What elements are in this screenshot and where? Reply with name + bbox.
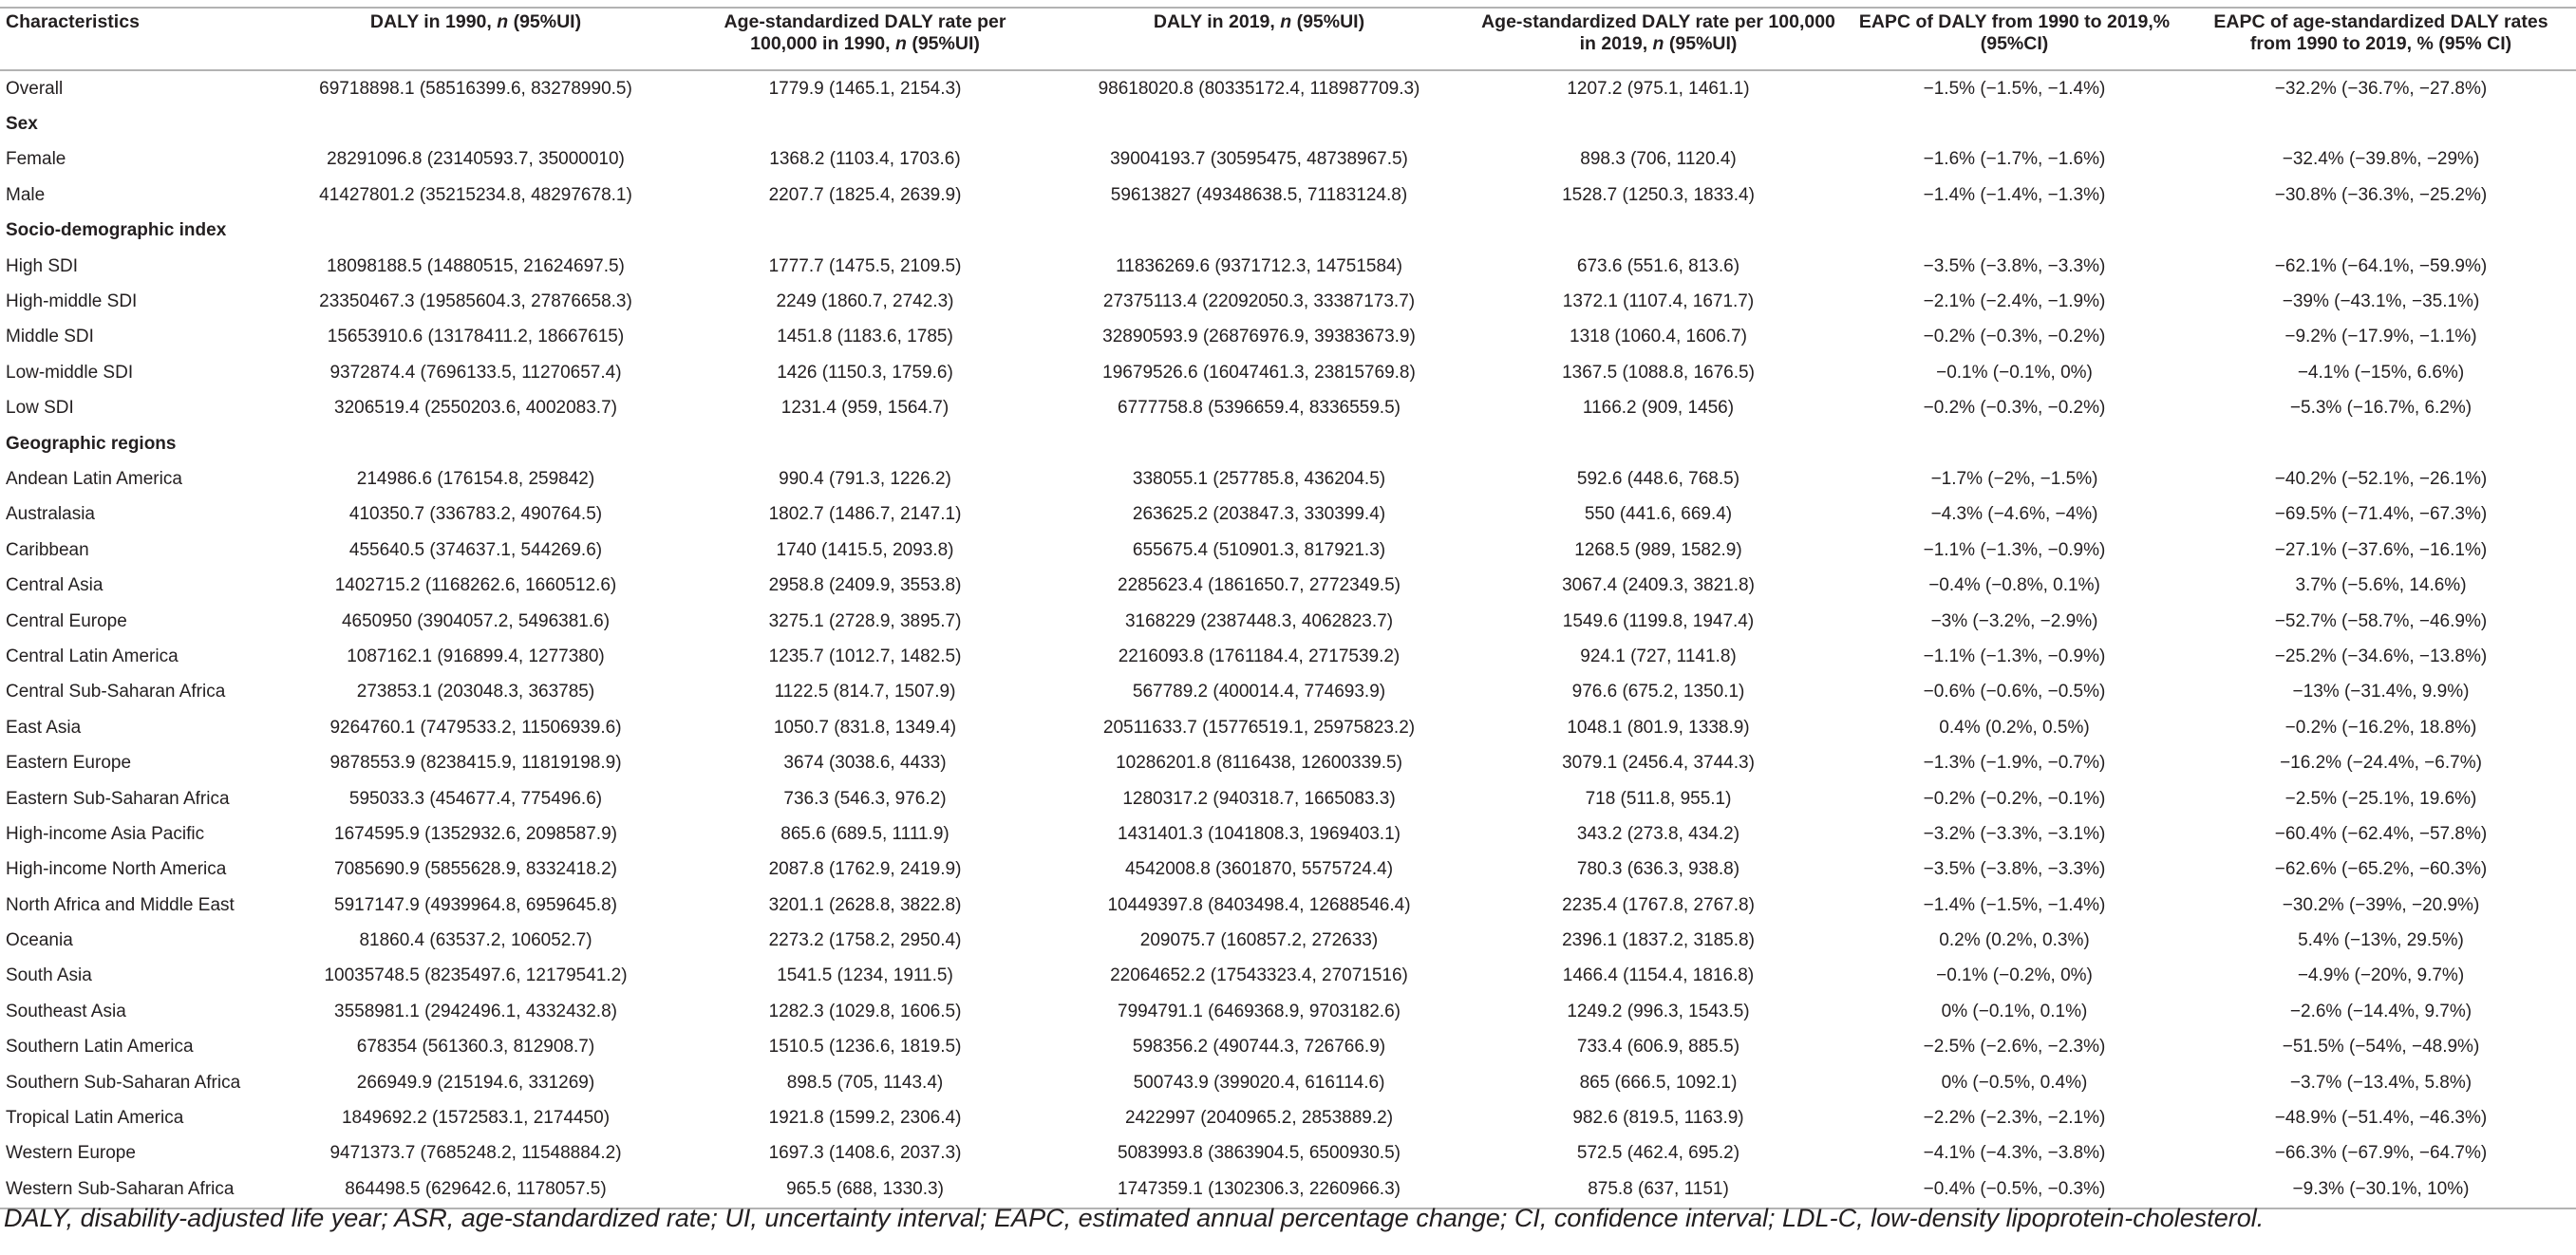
cell-asr1990: 965.5 (688, 1330.3)	[686, 1171, 1044, 1208]
table-row	[0, 178, 2576, 213]
cell-asr2019: 1048.1 (801.9, 1338.9)	[1567, 717, 1750, 738]
cell-asr1990: 2273.2 (1758.2, 2950.4)	[768, 930, 962, 951]
cell-daly1990: 410350.7 (336783.2, 490764.5)	[348, 504, 603, 525]
cell-asr2019: 924.1 (727, 1141.8)	[1580, 646, 1737, 666]
cell-eapc-daly: −0.4% (−0.5%, −0.3%)	[1843, 1171, 2186, 1208]
cell-eapc-daly: −1.1% (−1.3%, −0.9%)	[1923, 646, 2106, 666]
cell-asr1990: 1451.8 (1183.6, 1785)	[777, 327, 953, 347]
cell-daly2019: 10286201.8 (8116438, 12600339.5)	[1116, 753, 1402, 774]
cell-eapc-asr: −30.2% (−39%, −20.9%)	[2282, 894, 2480, 915]
header-row	[0, 8, 2576, 70]
cell-daly1990: 1849692.2 (1572583.1, 2174450)	[341, 1108, 611, 1129]
cell-eapc-asr: −2.5% (−25.1%, 19.6%)	[2285, 788, 2477, 809]
cell-eapc-asr: −32.4% (−39.8%, −29%)	[2282, 149, 2480, 170]
cell-daly1990: 7085690.9 (5855628.9, 8332418.2)	[334, 859, 617, 880]
cell-asr1990: 865.6 (689.5, 1111.9)	[780, 823, 950, 844]
cell-eapc-daly: −1.7% (−2%, −1.5%)	[1930, 468, 2098, 489]
cell-asr1990: 1235.7 (1012.7, 1482.5)	[768, 646, 962, 666]
section-header-row	[0, 214, 2576, 249]
cell-eapc-asr: −27.1% (−37.6%, −16.1%)	[2274, 539, 2488, 560]
cell-daly2019: 209075.7 (160857.2, 272633)	[1139, 930, 1379, 951]
cell-asr2019: 1318 (1060.4, 1606.7)	[1570, 327, 1747, 347]
cell-eapc-asr: −30.8% (−36.3%, −25.2%)	[2274, 184, 2488, 205]
cell-daly2019: 39004193.7 (30595475, 48738967.5)	[1110, 149, 1408, 170]
cell-label: High SDI	[6, 255, 79, 276]
cell-asr2019: 1249.2 (996.3, 1543.5)	[1567, 1001, 1750, 1021]
cell-eapc-daly: −0.1% (−0.1%, 0%)	[1936, 362, 2093, 383]
cell-eapc-daly: −1.3% (−1.9%, −0.7%)	[1923, 753, 2106, 774]
cell-daly2019: 2216093.8 (1761184.4, 2717539.2)	[1118, 646, 1401, 666]
cell-eapc-daly: −2.2% (−2.3%, −2.1%)	[1923, 1108, 2106, 1129]
cell-daly1990: 3206519.4 (2550203.6, 4002083.7)	[334, 398, 617, 419]
cell-label: Tropical Latin America	[6, 1108, 184, 1129]
section-header-row	[0, 426, 2576, 461]
cell-daly1990: 10035748.5 (8235497.6, 12179541.2)	[324, 965, 628, 986]
cell-eapc-daly: −0.1% (−0.2%, 0%)	[1936, 965, 2093, 986]
cell-asr1990: 1282.3 (1029.8, 1606.5)	[768, 1001, 962, 1021]
cell-asr1990: 3674 (3038.6, 4433)	[783, 753, 947, 774]
table-row	[0, 355, 2576, 390]
cell-daly1990: 3558981.1 (2942496.1, 4332432.8)	[334, 1001, 617, 1021]
cell-eapc-asr: −40.2% (−52.1%, −26.1%)	[2274, 468, 2488, 489]
cell-asr2019: 1372.1 (1107.4, 1671.7)	[1562, 291, 1755, 312]
cell-daly1990: 28291096.8 (23140593.7, 35000010)	[327, 149, 625, 170]
table-body	[0, 70, 2576, 1208]
cell-label: Female	[6, 149, 66, 170]
cell-label: Eastern Sub-Saharan Africa	[6, 788, 230, 809]
header-characteristics: Characteristics	[0, 8, 266, 70]
cell-daly2019: 655675.4 (510901.3, 817921.3)	[1132, 539, 1386, 560]
cell-asr2019: 550 (441.6, 669.4)	[1584, 504, 1733, 525]
cell-eapc-asr: −5.3% (−16.7%, 6.2%)	[2289, 398, 2473, 419]
table-row	[0, 923, 2576, 958]
table-row	[0, 745, 2576, 780]
cell-eapc-daly: 0% (−0.1%, 0.1%)	[1941, 1001, 2088, 1021]
section-header-row	[0, 106, 2576, 141]
table-row	[0, 249, 2576, 284]
cell-asr1990: 1231.4 (959, 1564.7)	[780, 398, 950, 419]
daly-table	[0, 7, 2576, 1209]
table-row	[0, 710, 2576, 745]
cell-asr1990: 1510.5 (1236.6, 1819.5)	[768, 1037, 962, 1058]
section-title: Geographic regions	[6, 433, 177, 454]
cell-eapc-daly: −3.5% (−3.8%, −3.3%)	[1923, 255, 2106, 276]
cell-daly2019: 98618020.8 (80335172.4, 118987709.3)	[1098, 78, 1420, 99]
cell-daly2019: 6777758.8 (5396659.4, 8336559.5)	[1118, 398, 1401, 419]
cell-asr2019: 343.2 (273.8, 434.2)	[1576, 823, 1740, 844]
cell-asr1990: 1426 (1150.3, 1759.6)	[777, 362, 953, 383]
cell-daly2019: 1280317.2 (940318.7, 1665083.3)	[1122, 788, 1396, 809]
cell-asr2019: 982.6 (819.5, 1163.9)	[1572, 1108, 1744, 1129]
cell-eapc-asr: −0.2% (−16.2%, 18.8%)	[2285, 717, 2477, 738]
cell-daly1990: 41427801.2 (35215234.8, 48297678.1)	[319, 184, 632, 205]
cell-label: Eastern Europe	[6, 753, 132, 774]
section-title: Socio-demographic index	[6, 220, 227, 241]
header-eapc-daly: EAPC of DALY from 1990 to 2019,% (95%CI)	[1843, 8, 2186, 70]
cell-eapc-asr: −48.9% (−51.4%, −46.3%)	[2274, 1108, 2488, 1129]
cell-asr1990: 3275.1 (2728.9, 3895.7)	[768, 610, 962, 631]
cell-asr2019: 1528.7 (1250.3, 1833.4)	[1562, 184, 1755, 205]
cell-daly1990: 9264760.1 (7479533.2, 11506939.6)	[329, 717, 622, 738]
cell-label: Caribbean	[6, 539, 89, 560]
cell-eapc-daly: −2.1% (−2.4%, −1.9%)	[1923, 291, 2106, 312]
cell-label: High-income North America	[6, 859, 227, 880]
cell-daly1990: 18098188.5 (14880515, 21624697.5)	[327, 255, 625, 276]
cell-eapc-asr: −69.5% (−71.4%, −67.3%)	[2274, 504, 2488, 525]
cell-daly1990: 81860.4 (63537.2, 106052.7)	[359, 930, 592, 951]
cell-eapc-asr: −51.5% (−54%, −48.9%)	[2282, 1037, 2480, 1058]
cell-daly2019: 500743.9 (399020.4, 616114.6)	[1133, 1072, 1385, 1093]
cell-daly2019: 19679526.6 (16047461.3, 23815769.8)	[1102, 362, 1416, 383]
cell-asr2019: 898.3 (706, 1120.4)	[1580, 149, 1737, 170]
cell-asr2019: 1166.2 (909, 1456)	[1582, 398, 1735, 419]
cell-eapc-asr: −60.4% (−62.4%, −57.8%)	[2274, 823, 2488, 844]
table-row	[0, 675, 2576, 710]
cell-eapc-asr: −25.2% (−34.6%, −13.8%)	[2274, 646, 2488, 666]
cell-eapc-asr: −9.3% (−30.1%, 10%)	[2186, 1171, 2576, 1208]
table-row	[0, 604, 2576, 639]
cell-label: Central Europe	[6, 610, 127, 631]
header-daly-1990: DALY in 1990, n (95%UI)	[266, 8, 686, 70]
cell-eapc-asr: −9.2% (−17.9%, −1.1%)	[2285, 327, 2477, 347]
cell-label: High-middle SDI	[6, 291, 138, 312]
table-row	[0, 1100, 2576, 1135]
header-asr-2019: Age-standardized DALY rate per 100,000 in 2019, n (95%UI)	[1474, 8, 1843, 70]
cell-daly2019: 5083993.8 (3863904.5, 6500930.5)	[1118, 1143, 1401, 1164]
cell-asr2019: 2235.4 (1767.8, 2767.8)	[1562, 894, 1755, 915]
cell-daly1990: 15653910.6 (13178411.2, 18667615)	[327, 327, 625, 347]
table-row	[0, 461, 2576, 496]
cell-label: Southern Sub-Saharan Africa	[6, 1072, 241, 1093]
cell-eapc-daly: −1.6% (−1.7%, −1.6%)	[1923, 149, 2106, 170]
cell-asr2019: 3079.1 (2456.4, 3744.3)	[1562, 753, 1755, 774]
cell-eapc-daly: −0.6% (−0.6%, −0.5%)	[1923, 682, 2106, 702]
cell-asr2019: 1268.5 (989, 1582.9)	[1574, 539, 1742, 560]
cell-asr2019: 1549.6 (1199.8, 1947.4)	[1562, 610, 1755, 631]
table-row	[0, 1171, 2576, 1208]
cell-daly1990: 9471373.7 (7685248.2, 11548884.2)	[329, 1143, 622, 1164]
cell-label: Andean Latin America	[6, 468, 182, 489]
cell-label: East Asia	[6, 717, 82, 738]
cell-daly2019: 4542008.8 (3601870, 5575724.4)	[1124, 859, 1394, 880]
table-footnote: DALY, disability-adjusted life year; ASR, age-standardized rate; UI, uncertainty interval; EAPC, estimated annual percentage change; CI, confidence interval; LDL-C, low-density lipoprotein-cholesterol.	[4, 1204, 2265, 1232]
cell-asr1990: 1802.7 (1486.7, 2147.1)	[768, 504, 962, 525]
cell-label: Low-middle SDI	[6, 362, 134, 383]
cell-label: Oceania	[6, 930, 73, 951]
cell-asr2019: 718 (511.8, 955.1)	[1585, 788, 1732, 809]
cell-label: Southeast Asia	[6, 1001, 126, 1021]
cell-daly2019: 27375113.4 (22092050.3, 33387173.7)	[1102, 291, 1416, 312]
table-row	[0, 1065, 2576, 1100]
cell-asr1990: 2087.8 (1762.9, 2419.9)	[768, 859, 962, 880]
cell-daly1990: 69718898.1 (58516399.6, 83278990.5)	[319, 78, 632, 99]
cell-eapc-asr: −4.9% (−20%, 9.7%)	[2297, 965, 2465, 986]
table-row	[0, 781, 2576, 816]
cell-daly2019: 11836269.6 (9371712.3, 14751584)	[1116, 255, 1402, 276]
cell-asr1990: 1697.3 (1408.6, 2037.3)	[768, 1143, 962, 1164]
cell-asr2019: 865 (666.5, 1092.1)	[1579, 1072, 1738, 1093]
cell-asr1990: 2207.7 (1825.4, 2639.9)	[768, 184, 962, 205]
table-row	[0, 852, 2576, 888]
cell-eapc-asr: −52.7% (−58.7%, −46.9%)	[2274, 610, 2488, 631]
cell-daly1990: 266949.9 (215194.6, 331269)	[356, 1072, 595, 1093]
cell-asr2019: 572.5 (462.4, 695.2)	[1576, 1143, 1740, 1164]
table-row	[0, 497, 2576, 533]
cell-daly1990: 9878553.9 (8238415.9, 11819198.9)	[329, 753, 622, 774]
cell-daly2019: 2422997 (2040965.2, 2853889.2)	[1124, 1108, 1394, 1129]
cell-eapc-daly: −3.2% (−3.3%, −3.1%)	[1923, 823, 2106, 844]
cell-asr2019: 1367.5 (1088.8, 1676.5)	[1562, 362, 1755, 383]
cell-eapc-daly: −2.5% (−2.6%, −2.3%)	[1923, 1037, 2106, 1058]
cell-eapc-asr: −3.7% (−13.4%, 5.8%)	[2289, 1072, 2473, 1093]
table-row	[0, 568, 2576, 603]
cell-eapc-daly: −0.2% (−0.3%, −0.2%)	[1923, 327, 2106, 347]
cell-label: South Asia	[6, 965, 92, 986]
cell-daly1990: 1402715.2 (1168262.6, 1660512.6)	[334, 575, 617, 596]
table-row	[0, 888, 2576, 923]
cell-daly2019: 263625.2 (203847.3, 330399.4)	[1132, 504, 1386, 525]
cell-eapc-asr: −16.2% (−24.4%, −6.7%)	[2280, 753, 2482, 774]
cell-daly1990: 214986.6 (176154.8, 259842)	[356, 468, 595, 489]
cell-asr2019: 673.6 (551.6, 813.6)	[1576, 255, 1740, 276]
table-row	[0, 994, 2576, 1029]
cell-asr1990: 1122.5 (814.7, 1507.9)	[774, 682, 956, 702]
cell-daly1990: 9372874.4 (7696133.5, 11270657.4)	[329, 362, 622, 383]
cell-daly1990: 5917147.9 (4939964.8, 6959645.8)	[334, 894, 617, 915]
cell-eapc-asr: 3.7% (−5.6%, 14.6%)	[2295, 575, 2467, 596]
cell-eapc-asr: −32.2% (−36.7%, −27.8%)	[2274, 78, 2488, 99]
cell-label: Middle SDI	[6, 327, 94, 347]
cell-asr1990: 1541.5 (1234, 1911.5)	[777, 965, 953, 986]
header-eapc-asr: EAPC of age-standardized DALY rates from 1990 to 2019, % (95% CI)	[2186, 8, 2576, 70]
cell-asr1990: 736.3 (546.3, 976.2)	[783, 788, 947, 809]
cell-asr1990: 1740 (1415.5, 2093.8)	[776, 539, 954, 560]
table-row	[0, 1030, 2576, 1065]
cell-daly2019: 10449397.8 (8403498.4, 12688546.4)	[1107, 894, 1411, 915]
cell-daly2019: 2285623.4 (1861650.7, 2772349.5)	[1118, 575, 1401, 596]
cell-asr1990: 1050.7 (831.8, 1349.4)	[773, 717, 957, 738]
cell-asr2019: 2396.1 (1837.2, 3185.8)	[1562, 930, 1755, 951]
table-row	[0, 70, 2576, 106]
cell-daly2019: 59613827 (49348638.5, 71183124.8)	[1110, 184, 1408, 205]
cell-daly1990: 23350467.3 (19585604.3, 27876658.3)	[319, 291, 632, 312]
cell-daly1990: 273853.1 (203048.3, 363785)	[356, 682, 595, 702]
cell-daly2019: 20511633.7 (15776519.1, 25975823.2)	[1102, 717, 1416, 738]
cell-daly1990: 1087162.1 (916899.4, 1277380)	[347, 646, 605, 666]
cell-label: North Africa and Middle East	[6, 894, 235, 915]
cell-asr2019: 1207.2 (975.1, 1461.1)	[1567, 78, 1750, 99]
cell-eapc-asr: −62.6% (−65.2%, −60.3%)	[2274, 859, 2488, 880]
cell-eapc-asr: −39% (−43.1%, −35.1%)	[2282, 291, 2480, 312]
header-asr-1990: Age-standardized DALY rate per 100,000 in 1990, n (95%UI)	[686, 8, 1044, 70]
cell-daly2019: 598356.2 (490744.3, 726766.9)	[1132, 1037, 1386, 1058]
cell-eapc-daly: −1.4% (−1.5%, −1.4%)	[1923, 894, 2106, 915]
cell-eapc-asr: −4.1% (−15%, 6.6%)	[2297, 362, 2465, 383]
cell-eapc-daly: −4.1% (−4.3%, −3.8%)	[1923, 1143, 2106, 1164]
cell-daly2019: 1747359.1 (1302306.3, 2260966.3)	[1044, 1171, 1474, 1208]
cell-label: Australasia	[6, 504, 95, 525]
table-row	[0, 284, 2576, 319]
cell-eapc-daly: −1.4% (−1.4%, −1.3%)	[1923, 184, 2106, 205]
cell-eapc-daly: 0.2% (0.2%, 0.3%)	[1939, 930, 2090, 951]
header-daly-2019: DALY in 2019, n (95%UI)	[1044, 8, 1474, 70]
cell-label: Western Europe	[6, 1143, 136, 1164]
table-row	[0, 1136, 2576, 1171]
cell-daly1990: 864498.5 (629642.6, 1178057.5)	[266, 1171, 686, 1208]
cell-label: Western Sub-Saharan Africa	[0, 1171, 266, 1208]
cell-asr2019: 592.6 (448.6, 768.5)	[1576, 468, 1740, 489]
cell-asr2019: 875.8 (637, 1151)	[1474, 1171, 1843, 1208]
cell-eapc-asr: −62.1% (−64.1%, −59.9%)	[2274, 255, 2488, 276]
cell-asr1990: 1777.7 (1475.5, 2109.5)	[768, 255, 962, 276]
cell-eapc-daly: −0.2% (−0.2%, −0.1%)	[1923, 788, 2106, 809]
cell-daly2019: 3168229 (2387448.3, 4062823.7)	[1124, 610, 1394, 631]
cell-eapc-daly: −1.1% (−1.3%, −0.9%)	[1923, 539, 2106, 560]
cell-daly2019: 32890593.9 (26876976.9, 39383673.9)	[1102, 327, 1416, 347]
cell-asr1990: 1368.2 (1103.4, 1703.6)	[769, 149, 961, 170]
cell-eapc-asr: 5.4% (−13%, 29.5%)	[2298, 930, 2464, 951]
cell-eapc-daly: −3.5% (−3.8%, −3.3%)	[1923, 859, 2106, 880]
table-row	[0, 816, 2576, 852]
cell-daly1990: 595033.3 (454677.4, 775496.6)	[348, 788, 603, 809]
cell-asr2019: 780.3 (636.3, 938.8)	[1576, 859, 1740, 880]
cell-eapc-daly: −4.3% (−4.6%, −4%)	[1930, 504, 2098, 525]
cell-eapc-daly: −3% (−3.2%, −2.9%)	[1930, 610, 2098, 631]
table-row	[0, 959, 2576, 994]
cell-daly2019: 7994791.1 (6469368.9, 9703182.6)	[1118, 1001, 1401, 1021]
cell-eapc-asr: −13% (−31.4%, 9.9%)	[2292, 682, 2470, 702]
cell-asr2019: 1466.4 (1154.4, 1816.8)	[1562, 965, 1755, 986]
cell-daly1990: 678354 (561360.3, 812908.7)	[356, 1037, 595, 1058]
table-row	[0, 533, 2576, 568]
cell-label: Overall	[6, 78, 64, 99]
cell-asr2019: 733.4 (606.9, 885.5)	[1576, 1037, 1740, 1058]
cell-daly2019: 22064652.2 (17543323.4, 27071516)	[1110, 965, 1408, 986]
cell-asr2019: 976.6 (675.2, 1350.1)	[1571, 682, 1745, 702]
section-title: Sex	[6, 114, 38, 135]
table-row	[0, 320, 2576, 355]
cell-eapc-daly: −0.4% (−0.8%, 0.1%)	[1928, 575, 2100, 596]
cell-asr1990: 1921.8 (1599.2, 2306.4)	[768, 1108, 962, 1129]
cell-eapc-daly: 0% (−0.5%, 0.4%)	[1941, 1072, 2088, 1093]
cell-asr1990: 898.5 (705, 1143.4)	[786, 1072, 944, 1093]
cell-eapc-asr: −2.6% (−14.4%, 9.7%)	[2289, 1001, 2473, 1021]
cell-asr1990: 1779.9 (1465.1, 2154.3)	[768, 78, 962, 99]
cell-asr2019: 3067.4 (2409.3, 3821.8)	[1562, 575, 1755, 596]
cell-label: Low SDI	[6, 398, 74, 419]
cell-eapc-daly: 0.4% (0.2%, 0.5%)	[1939, 717, 2090, 738]
table-row	[0, 391, 2576, 426]
cell-label: Central Sub-Saharan Africa	[6, 682, 226, 702]
cell-eapc-daly: −1.5% (−1.5%, −1.4%)	[1923, 78, 2106, 99]
cell-label: High-income Asia Pacific	[6, 823, 205, 844]
table-row	[0, 639, 2576, 674]
cell-label: Central Latin America	[6, 646, 179, 666]
cell-daly2019: 1431401.3 (1041808.3, 1969403.1)	[1118, 823, 1401, 844]
cell-daly1990: 455640.5 (374637.1, 544269.6)	[348, 539, 603, 560]
cell-daly2019: 567789.2 (400014.4, 774693.9)	[1132, 682, 1386, 702]
cell-label: Southern Latin America	[6, 1037, 194, 1058]
cell-label: Male	[6, 184, 46, 205]
cell-asr1990: 2249 (1860.7, 2742.3)	[776, 291, 954, 312]
cell-daly1990: 1674595.9 (1352932.6, 2098587.9)	[334, 823, 617, 844]
cell-daly2019: 338055.1 (257785.8, 436204.5)	[1132, 468, 1386, 489]
cell-label: Central Asia	[6, 575, 103, 596]
cell-asr1990: 990.4 (791.3, 1226.2)	[779, 468, 951, 489]
cell-daly1990: 4650950 (3904057.2, 5496381.6)	[341, 610, 611, 631]
cell-asr1990: 3201.1 (2628.8, 3822.8)	[768, 894, 962, 915]
cell-asr1990: 2958.8 (2409.9, 3553.8)	[768, 575, 962, 596]
table-row	[0, 142, 2576, 178]
cell-eapc-daly: −0.2% (−0.3%, −0.2%)	[1923, 398, 2106, 419]
cell-eapc-asr: −66.3% (−67.9%, −64.7%)	[2274, 1143, 2488, 1164]
